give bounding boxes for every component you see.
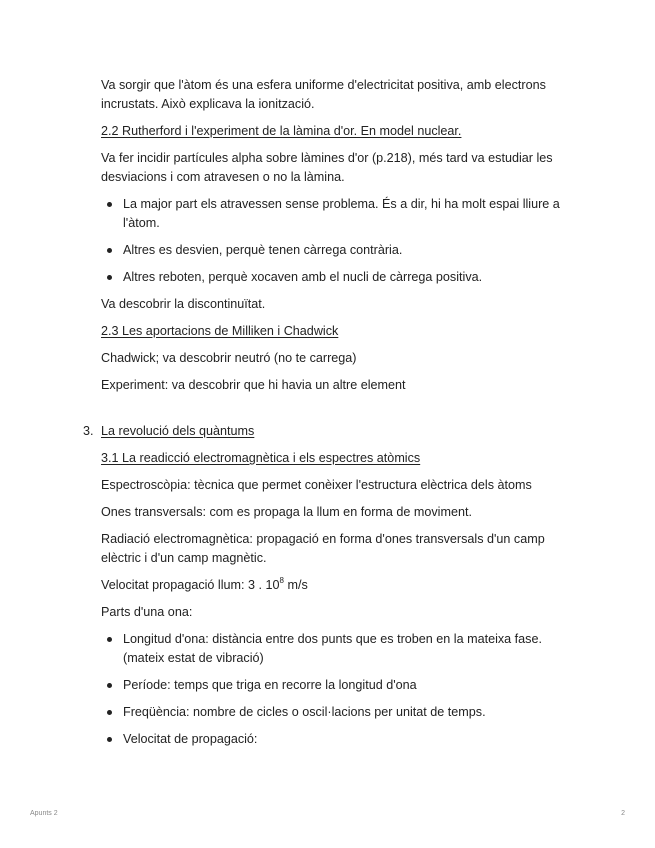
list-item-text: Longitud d'ona: distància entre dos punts que es troben en la mateixa fase. (mateix estat de vibració) [123,632,542,665]
section-2-2-heading: 2.2 Rutherford i l'experiment de la làmina d'or. En model nuclear. [101,124,462,138]
bullet-icon [107,737,112,742]
light-speed-prefix: Velocitat propagació llum: 3 . 10 [101,578,280,592]
list-item [101,703,581,722]
page-content [83,76,581,757]
list-item-text: Altres reboten, perquè xocaven amb el nucli de càrrega positiva. [123,270,483,284]
rutherford-observations-list [101,195,581,287]
list-item [101,676,581,695]
list-item [101,195,581,233]
experiment-line: Experiment: va descobrir que hi havia un altre element [101,378,406,392]
list-item-text: La major part els atravessen sense problema. És a dir, hi ha molt espai lliure a l'àtom. [123,197,560,230]
bullet-icon [107,710,112,715]
footer-document-title: Apunts 2 [30,810,58,817]
footer-page-number: 2 [621,810,625,817]
transverse-waves-definition: Ones transversals: com es propaga la llum en forma de moviment. [101,505,472,519]
list-item-text: Període: temps que triga en recorre la longitud d'ona [123,678,417,692]
bullet-icon [107,202,112,207]
section-3-1-heading: 3.1 La readicció electromagnètica i els espectres atòmics [101,451,421,465]
list-item-text: Velocitat de propagació: [123,732,258,746]
light-speed-line [101,576,581,595]
light-speed-unit: m/s [283,578,308,592]
bullet-icon [107,683,112,688]
list-item [101,630,581,668]
section-3-title: La revolució dels quàntums [101,424,255,438]
spectroscopy-definition: Espectroscòpia: tècnica que permet conèixer l'estructura elèctrica dels àtoms [101,478,532,492]
bullet-icon [107,275,112,280]
section-3-number: 3. [83,424,94,438]
light-speed-exponent: 8 [279,575,284,585]
section-2-2-conclusion: Va descobrir la discontinuïtat. [101,297,266,311]
section-spacer [101,403,581,422]
list-item [101,730,581,749]
list-item [101,241,581,260]
list-item [101,268,581,287]
em-radiation-definition: Radiació electromagnètica: propagació en forma d'ones transversals d'un camp elèctric i d'un camp magnètic. [101,532,545,565]
list-item-text: Altres es desvien, perquè tenen càrrega contrària. [123,243,403,257]
section-2-3-heading: 2.3 Les aportacions de Milliken i Chadwick [101,324,339,338]
section-3-title-row [83,422,581,441]
bullet-icon [107,248,112,253]
chadwick-line: Chadwick; va descobrir neutró (no te carrega) [101,351,357,365]
wave-parts-label: Parts d'una ona: [101,605,193,619]
list-item-text: Freqüència: nombre de cicles o oscil·lacions per unitat de temps. [123,705,486,719]
wave-parts-list [101,630,581,749]
intro-paragraph: Va sorgir que l'àtom és una esfera uniforme d'electricitat positiva, amb electrons incrustats. Això explicava la ionització. [101,78,546,111]
bullet-icon [107,637,112,642]
section-2-2-paragraph: Va fer incidir partícules alpha sobre làmines d'or (p.218), més tard va estudiar les desviacions i com atravesen o no la làmina. [101,151,553,184]
